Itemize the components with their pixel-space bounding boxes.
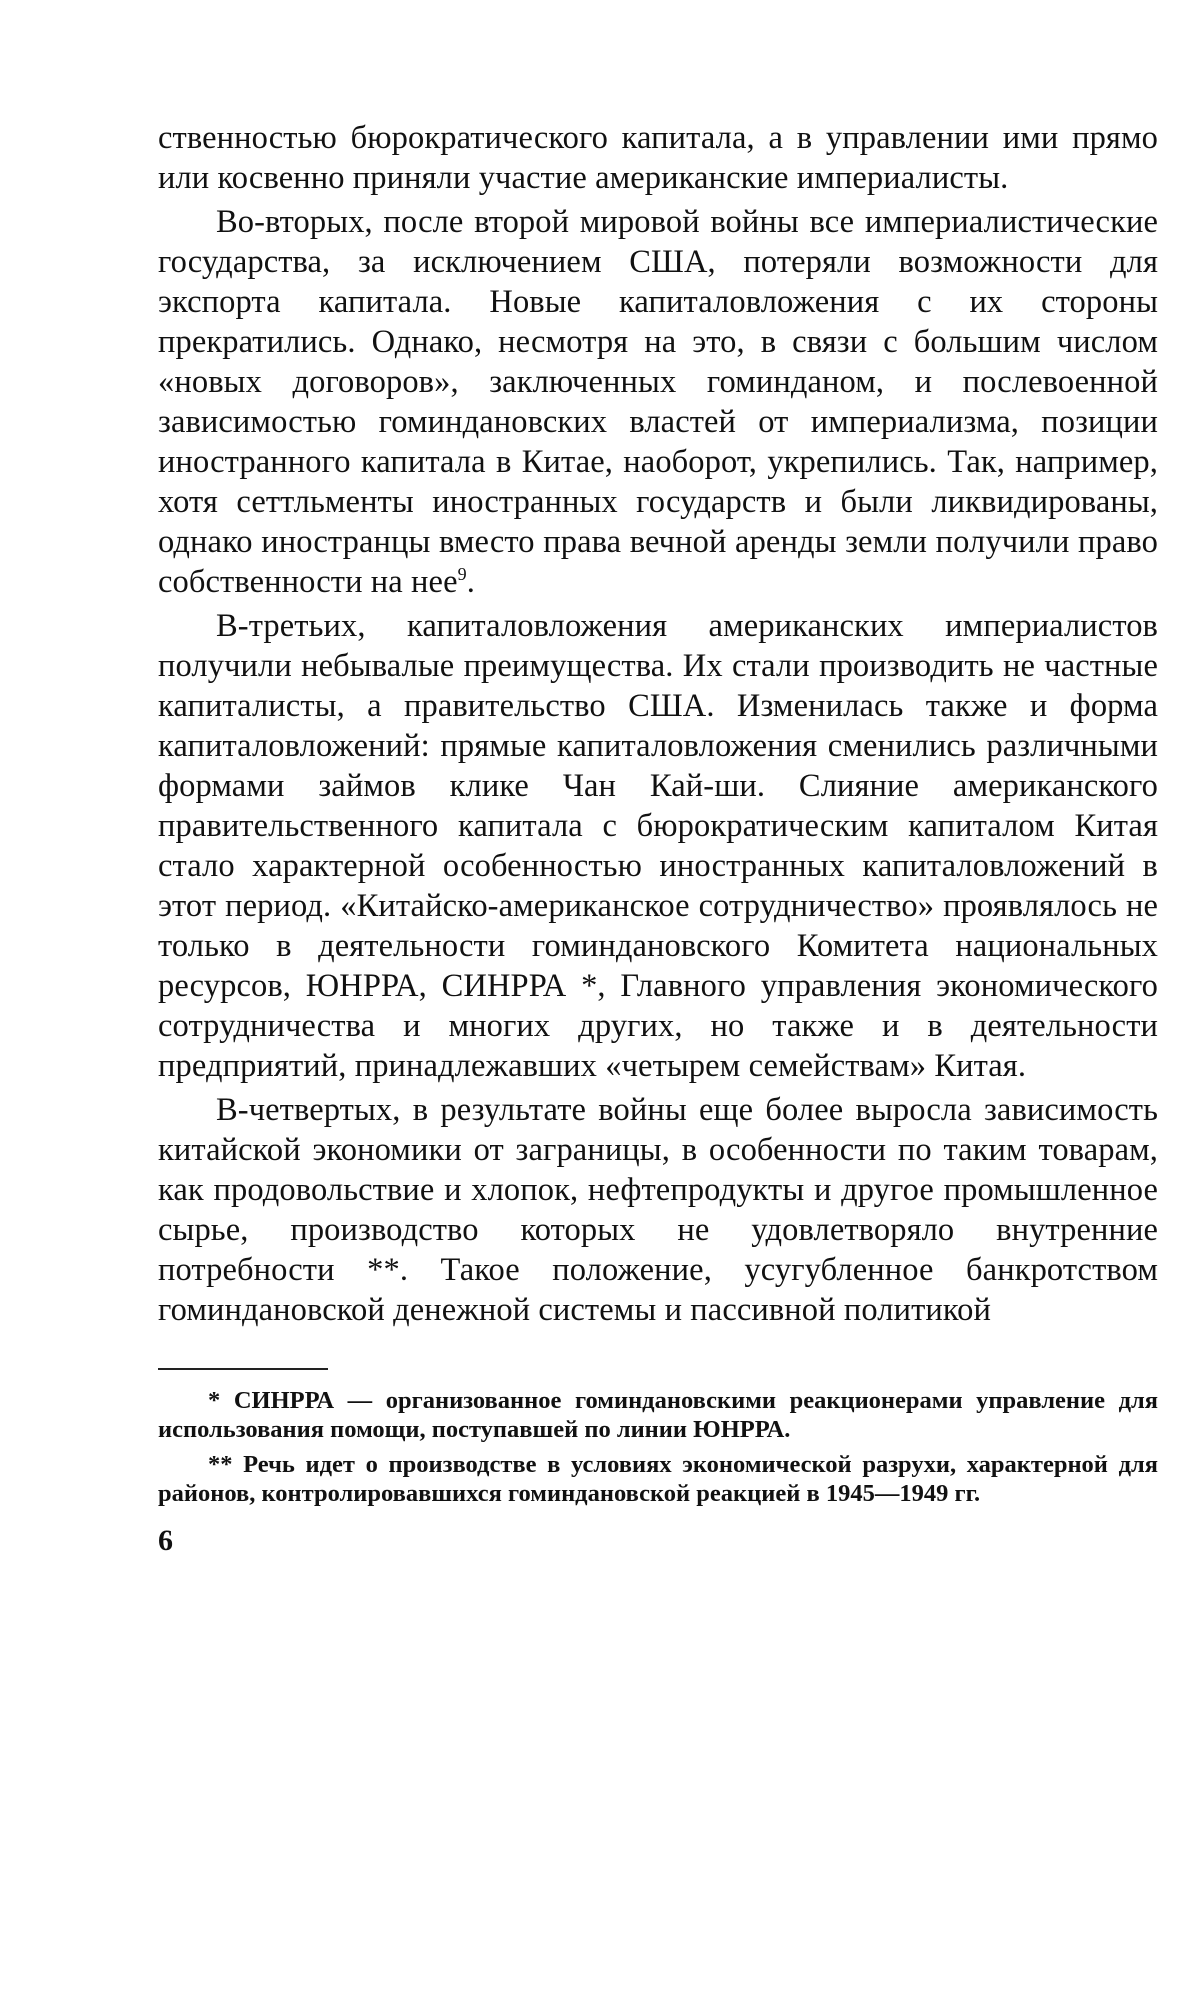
footnotes [158,1386,1158,1508]
note-reference-9: 9 [457,564,467,585]
footnote-divider [158,1368,328,1370]
paragraph-second-text: Во-вторых, после второй мировой войны все империалистические государства, за исключением США, потеряли возможности для экспорта капитала. Новые капиталовложения с их стороны прекратились. Однако, несмотря на это, в связи с большим числом «новых договоров», заключенных гоминданом, и послевоенной зависимостью гоминдановских властей от империализма, позиции иностранного капитала в Китае, наоборот, укрепились. Так, например, хотя сеттльменты иностранных государств и были ликвидированы, однако иностранцы вместо права вечной аренды земли получили право собственности на нее [158,204,1158,600]
footnote-1: * СИНРРА — организованное гоминдановскими реакционерами управление для использования помощи, поступавшей по линии ЮНРРА. [158,1387,1158,1443]
paragraph-third: В-третьих, капиталовложения американских империалистов получили небывалые преимущества. Их стали производить не частные капиталисты, а правительство США. Изменилась также и форма капиталовложений: прямые капиталовложения сменились различными формами займов клике Чан Кай-ши. Слияние американского правительственного капитала с бюрократическим капиталом Китая стало характерной особенностью иностранных капиталовложений в этот период. «Китайско-американское сотрудничество» проявлялось не только в деятельности гоминдановского Комитета национальных ресурсов, ЮНРРА, СИНРРА *, Главного управления экономического сотрудничества и многих других, но также и в деятельности предприятий, принадлежавших «четырем семействам» Китая. [158,608,1158,1084]
page-number: 6 [158,1524,173,1557]
paragraph-second-period: . [466,564,475,600]
book-page [158,118,1158,1558]
paragraph-second [158,202,1158,602]
footnote-2: ** Речь идет о производстве в условиях экономической разрухи, характерной для районов, контролировавшихся гоминдановской реакцией в 1945—1949 гг. [158,1451,1158,1507]
paragraph-fourth: В-четвертых, в результате войны еще более выросла зависимость китайской экономики от заграницы, в особенности по таким товарам, как продовольствие и хлопок, нефтепродукты и другое промышленное сырье, производство которых не удовлетворяло внутренние потребности **. Такое положение, усугубленное банкротством гоминдановской денежной системы и пассивной политикой [158,1092,1158,1328]
paragraph-continuation: ственностью бюрократического капитала, а в управлении ими прямо или косвенно приняли участие американские империалисты. [158,120,1158,196]
